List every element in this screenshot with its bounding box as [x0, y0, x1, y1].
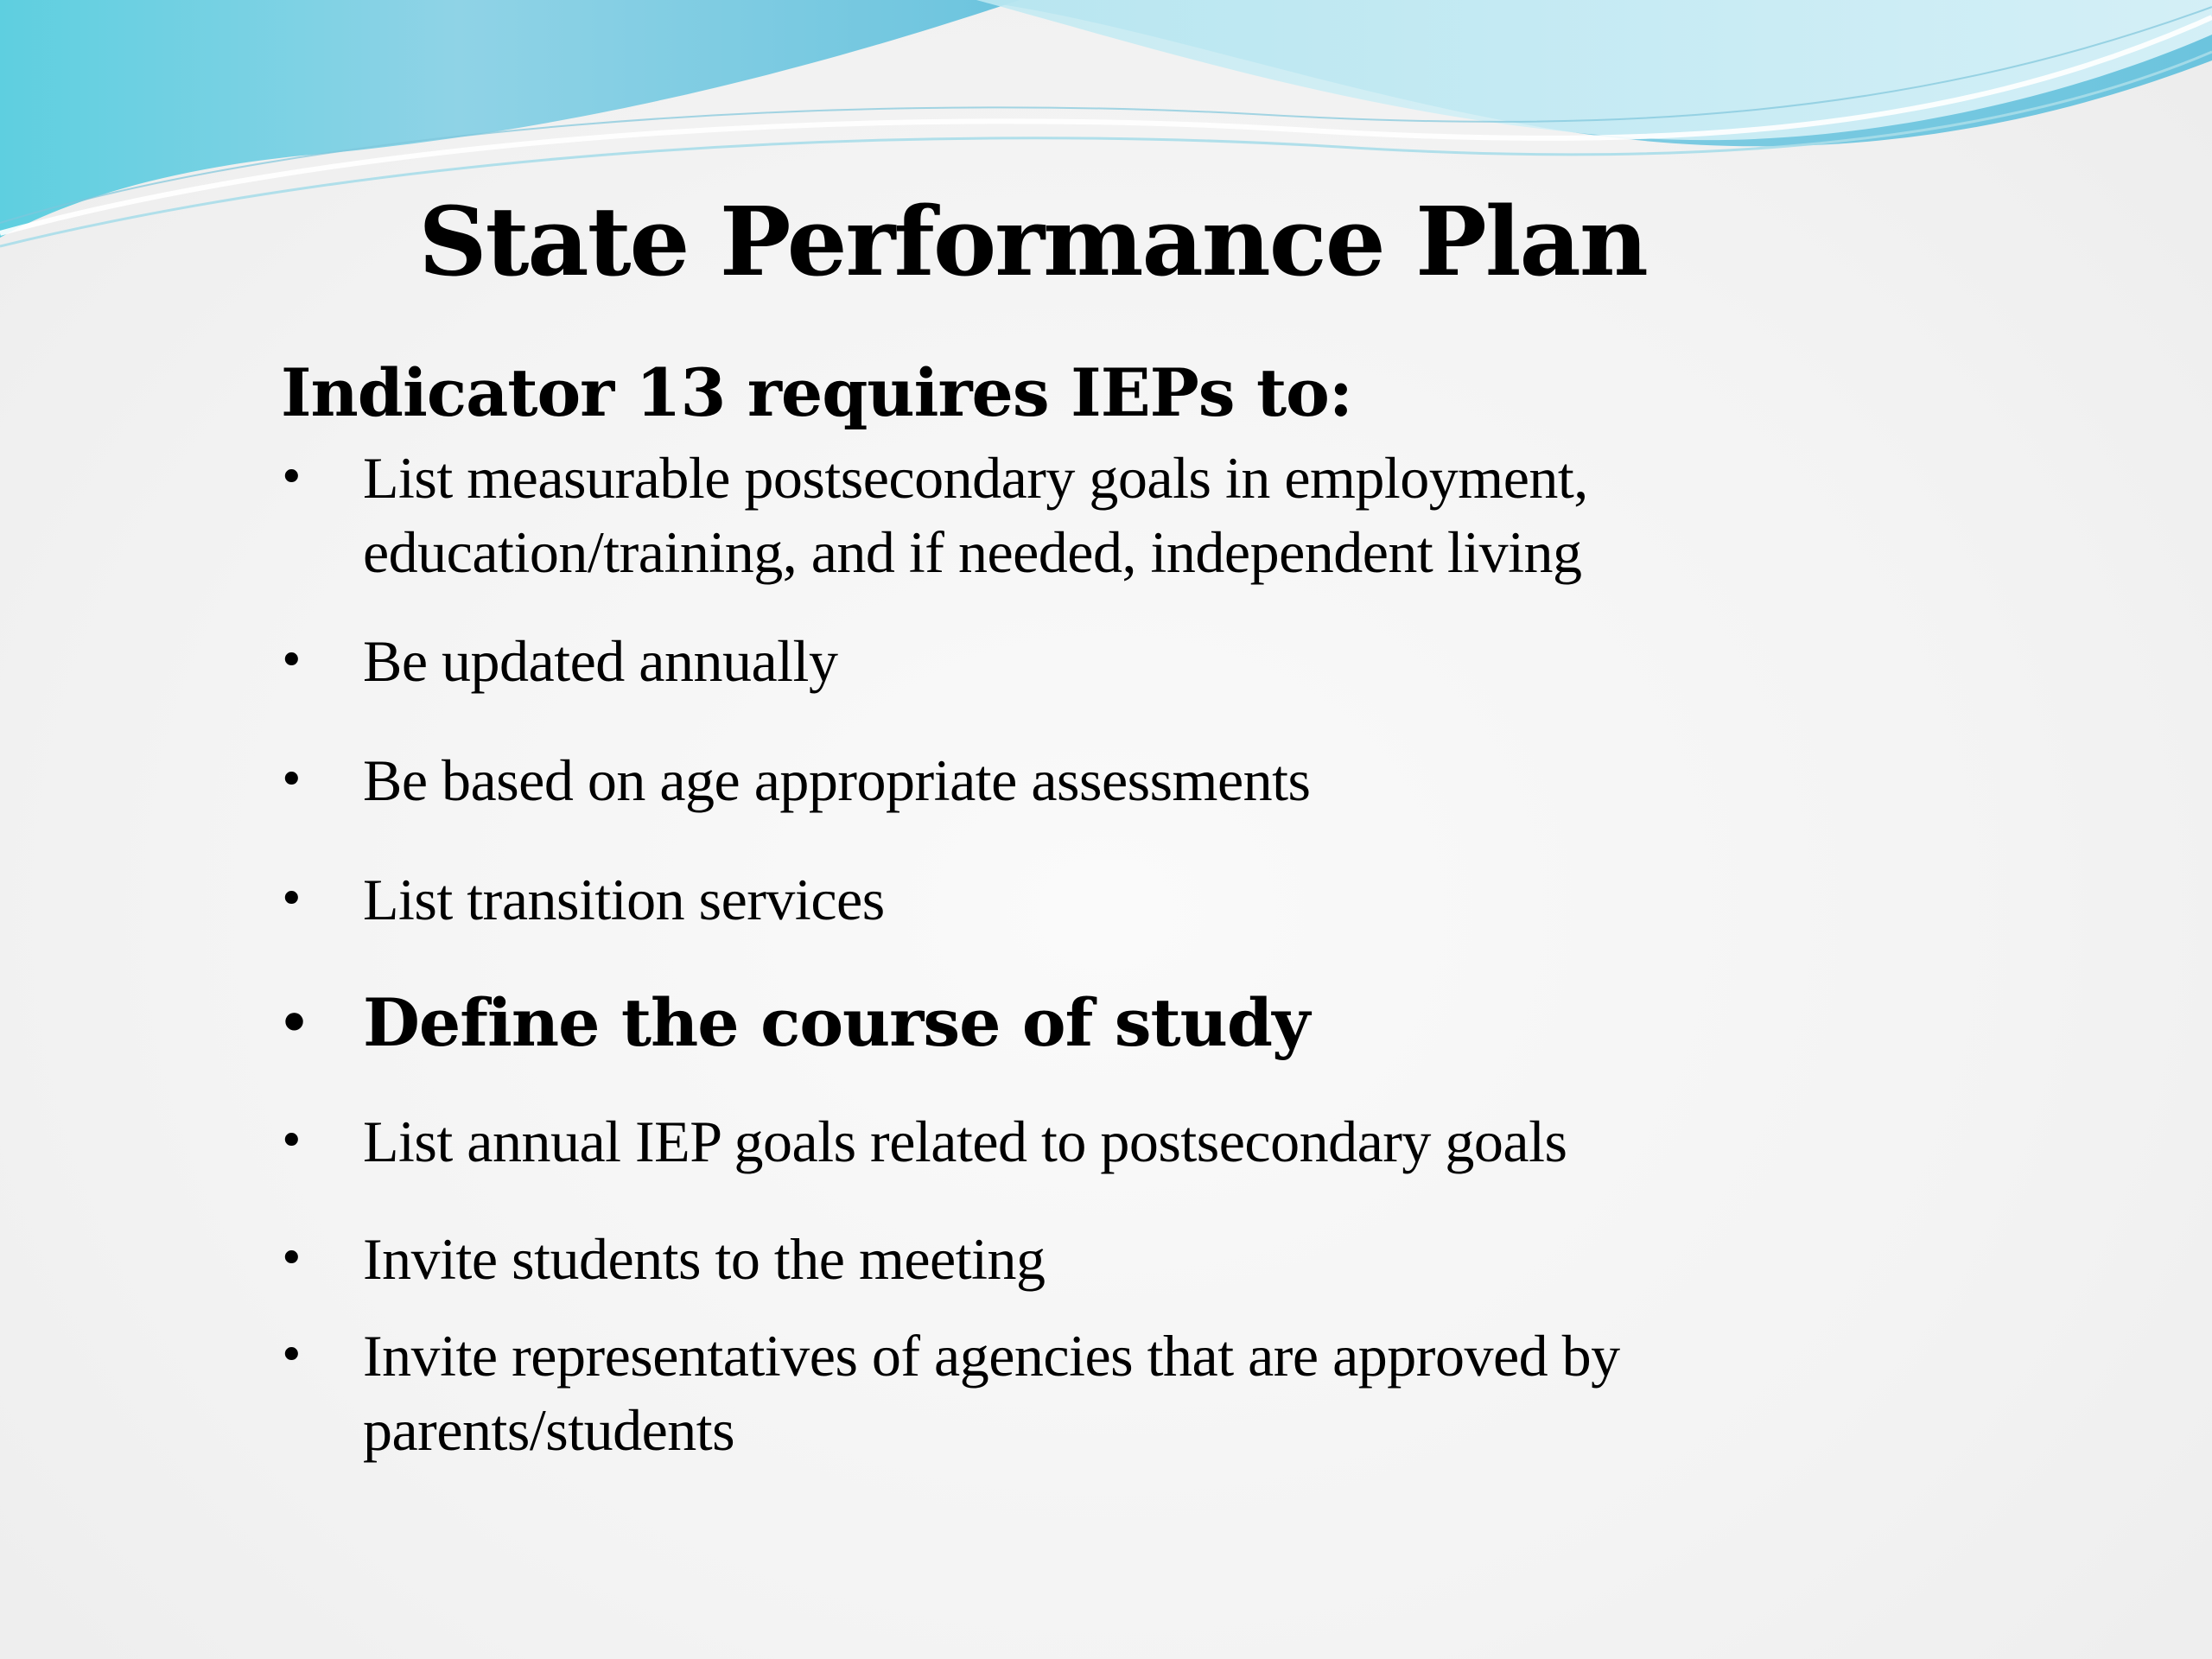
bullet-icon: • — [278, 994, 310, 1052]
bullet-text: Be based on age appropriate assessments — [363, 747, 1311, 813]
bullet-text: Be updated annually — [363, 628, 838, 694]
bullet-icon: • — [278, 635, 305, 687]
bullet-text: List transition services — [363, 867, 885, 932]
bullet-icon: • — [278, 452, 305, 504]
bullet-item — [276, 441, 2005, 589]
bullet-text: Invite students to the meeting — [363, 1226, 1046, 1292]
bullet-icon: • — [278, 1233, 305, 1285]
bullet-icon: • — [278, 1116, 305, 1167]
bullet-item — [276, 743, 2005, 817]
bullet-item — [276, 1319, 2005, 1467]
bullet-item-emphasis — [276, 980, 2005, 1066]
bullet-item — [276, 1222, 2005, 1296]
bullet-item — [276, 1104, 2005, 1179]
bullet-text: Invite representatives of agencies that are approved by parents/students — [363, 1323, 1620, 1463]
bullet-icon: • — [278, 754, 305, 806]
bullet-list — [276, 441, 2005, 1467]
bullet-item — [276, 862, 2005, 937]
bullet-item — [276, 624, 2005, 698]
bullet-icon: • — [278, 874, 305, 925]
slide-title: State Performance Plan — [418, 186, 1647, 297]
slide-subtitle: Indicator 13 requires IEPs to: — [281, 354, 1352, 431]
bullet-text: List measurable postsecondary goals in employment, education/training, and if needed, independent living — [363, 445, 1588, 585]
bullet-text: Define the course of study — [363, 984, 1310, 1061]
bullet-text: List annual IEP goals related to postsecondary goals — [363, 1109, 1567, 1174]
bullet-icon: • — [278, 1330, 305, 1382]
